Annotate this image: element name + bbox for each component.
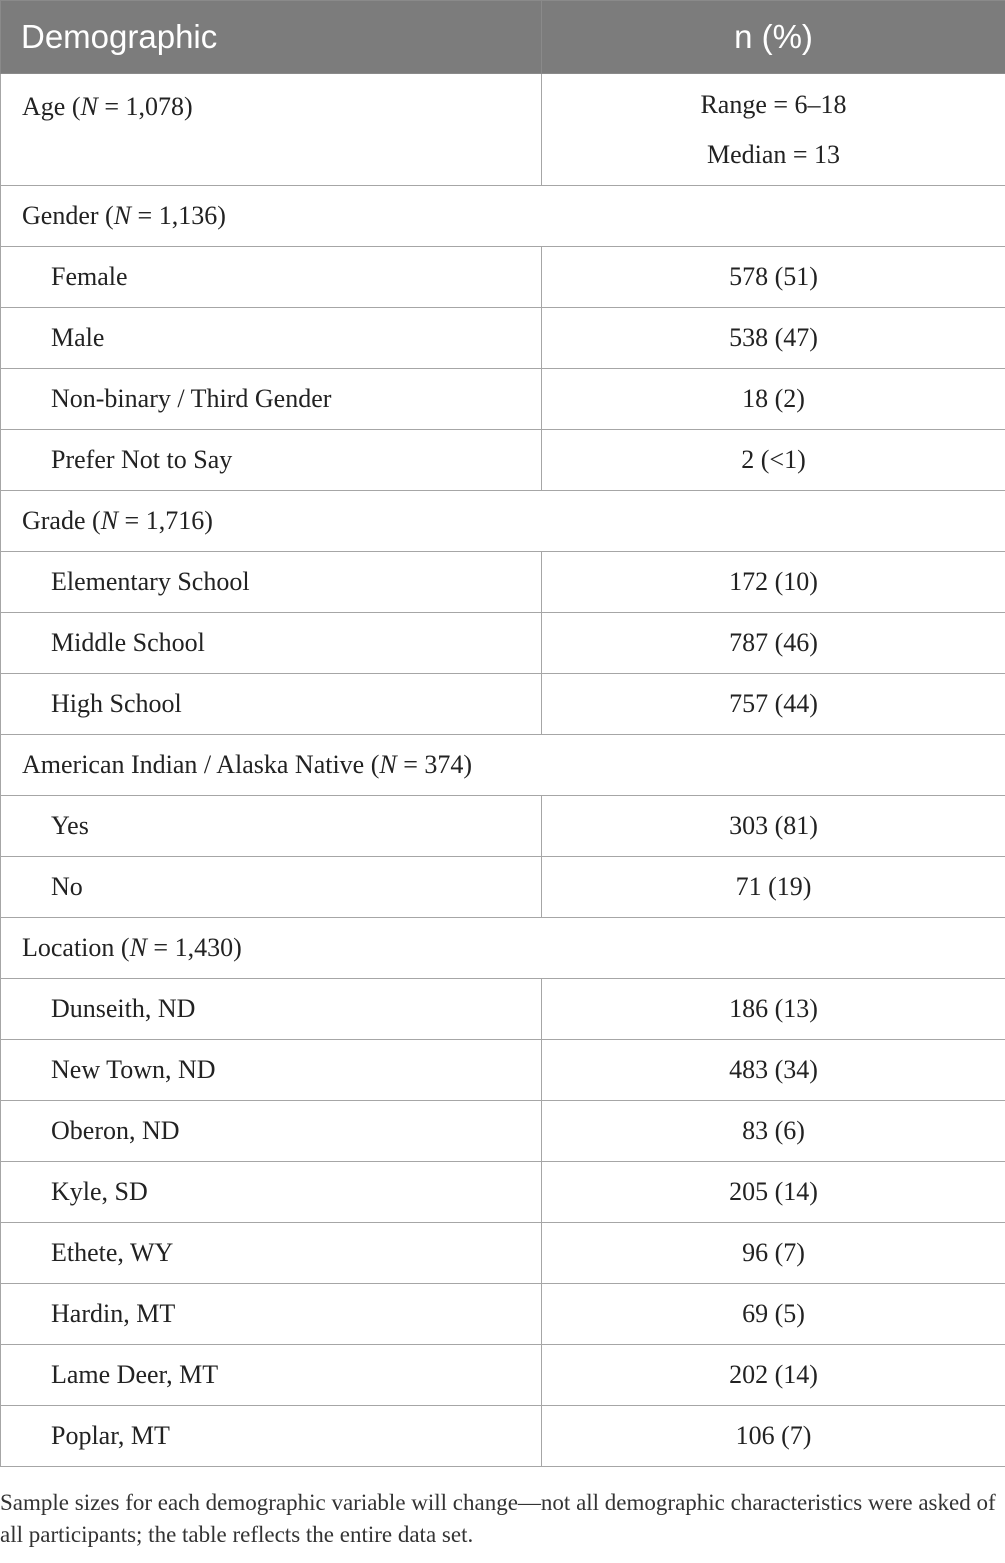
table-row: Non-binary / Third Gender 18 (2): [1, 369, 1005, 430]
age-range: Range = 6–18: [700, 90, 847, 119]
age-values: [542, 74, 1005, 186]
table-header-row: [1, 1, 1005, 74]
table-row: Female 578 (51): [1, 247, 1005, 308]
table-row: Male 538 (47): [1, 308, 1005, 369]
table-row: Kyle, SD 205 (14): [1, 1162, 1005, 1223]
table-footnote: Sample sizes for each demographic variable will change—not all demographic characteristics were asked of all participants; the table reflects the entire data set.: [0, 1490, 996, 1547]
age-label: Age (N = 1,078): [1, 74, 542, 186]
table-row: Dunseith, ND 186 (13): [1, 979, 1005, 1040]
table-row: Poplar, MT 106 (7): [1, 1406, 1005, 1467]
header-demographic: Demographic: [1, 1, 542, 74]
table-row: Prefer Not to Say 2 (<1): [1, 430, 1005, 491]
age-median: Median = 13: [706, 140, 841, 169]
table-row: Ethete, WY 96 (7): [1, 1223, 1005, 1284]
table-row: Hardin, MT 69 (5): [1, 1284, 1005, 1345]
group-header-gender: Gender (N = 1,136): [1, 186, 1005, 247]
table-row: Yes 303 (81): [1, 796, 1005, 857]
group-header-grade: Grade (N = 1,716): [1, 491, 1005, 552]
group-header-american-indian: American Indian / Alaska Native (N = 374): [1, 735, 1005, 796]
table-row: Middle School 787 (46): [1, 613, 1005, 674]
age-row: [1, 74, 1005, 186]
table-row: High School 757 (44): [1, 674, 1005, 735]
header-n-percent: n (%): [542, 1, 1005, 74]
table-row: Elementary School 172 (10): [1, 552, 1005, 613]
group-header-location: Location (N = 1,430): [1, 918, 1005, 979]
table-row: New Town, ND 483 (34): [1, 1040, 1005, 1101]
table-row: Lame Deer, MT 202 (14): [1, 1345, 1005, 1406]
table-row: Oberon, ND 83 (6): [1, 1101, 1005, 1162]
table-row: No 71 (19): [1, 857, 1005, 918]
